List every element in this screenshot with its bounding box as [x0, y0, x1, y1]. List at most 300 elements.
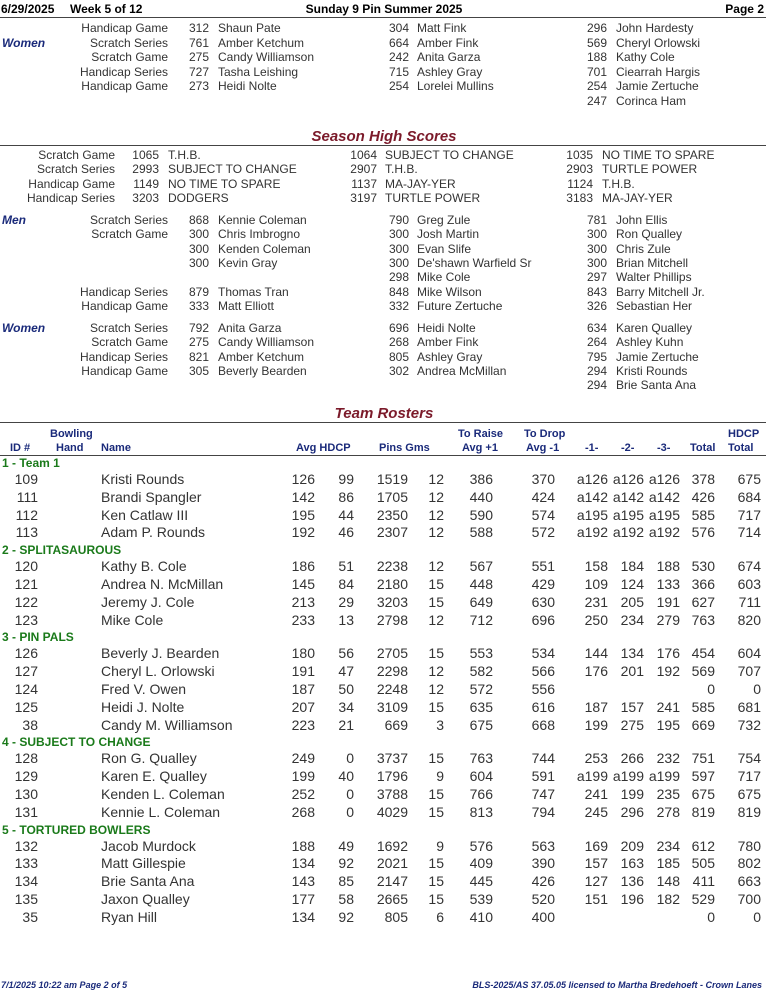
game-2: 199 — [620, 786, 644, 802]
to-drop: 556 — [531, 681, 555, 697]
to-raise: 649 — [469, 593, 493, 610]
bowler-name: Chris Imbrogno — [218, 227, 301, 242]
series-total: 366 — [691, 576, 715, 592]
score-value: 1124 — [567, 176, 593, 191]
game-3: a126 — [648, 471, 680, 487]
player-games: 12 — [428, 488, 444, 505]
player-id: 126 — [14, 645, 38, 662]
bowler-name: Evan Slife — [417, 241, 472, 256]
series-total: 585 — [691, 506, 715, 523]
player-avg: 145 — [291, 576, 315, 592]
game-3: a142 — [648, 488, 680, 505]
player-pins: 2307 — [376, 524, 408, 541]
col-game-1: -1- — [585, 442, 599, 454]
to-raise: 588 — [469, 524, 493, 541]
bowler-name: Brian Mitchell — [616, 255, 689, 270]
series-total: 669 — [691, 716, 715, 733]
player-name: Cheryl L. Orlowski — [101, 663, 215, 680]
player-hdcp: 13 — [338, 611, 354, 628]
bowler-name: Chris Zule — [616, 241, 671, 256]
player-games: 15 — [428, 873, 444, 890]
col-to-drop-2: Avg -1 — [526, 442, 560, 454]
series-total: 378 — [691, 471, 715, 487]
player-avg: 249 — [291, 750, 315, 767]
score-value: 843 — [586, 284, 607, 299]
hdcp-total: 684 — [737, 488, 761, 505]
week-label: Week 5 of 12 — [70, 2, 143, 16]
bowler-name: Ciearrah Hargis — [616, 64, 701, 79]
player-id: 125 — [14, 698, 38, 715]
score-category: Scratch Game — [91, 50, 168, 64]
player-pins: 1705 — [376, 488, 408, 505]
game-2: 136 — [620, 873, 644, 890]
bowler-name: Ashley Gray — [417, 349, 483, 364]
player-name: Heidi J. Nolte — [101, 698, 185, 715]
bowler-name: Beverly Bearden — [218, 363, 307, 378]
hdcp-total: 674 — [737, 558, 761, 575]
score-category: Handicap Game — [28, 176, 115, 191]
player-games: 15 — [428, 645, 444, 662]
score-value: 273 — [188, 79, 209, 93]
to-raise: 712 — [469, 611, 493, 628]
player-games: 9 — [436, 768, 444, 785]
score-category: Handicap Game — [81, 21, 168, 35]
score-value: 302 — [388, 363, 409, 378]
game-1: a126 — [576, 471, 608, 487]
col-to-drop: To Drop — [524, 428, 566, 440]
player-avg: 134 — [291, 855, 315, 872]
player-name: Kathy B. Cole — [101, 558, 187, 575]
bowler-name: Future Zertuche — [417, 298, 503, 313]
game-1: 127 — [584, 873, 608, 890]
series-total: 597 — [691, 768, 715, 785]
game-3: 278 — [656, 803, 680, 820]
player-games: 15 — [428, 803, 444, 820]
player-pins: 2350 — [376, 506, 408, 523]
score-category: Scratch Series — [89, 213, 168, 227]
score-value: 326 — [586, 298, 607, 313]
player-hdcp: 85 — [338, 873, 354, 890]
player-hdcp: 21 — [338, 716, 354, 733]
hdcp-total: 780 — [737, 837, 761, 854]
player-games: 15 — [428, 855, 444, 872]
columns-rule — [0, 455, 766, 456]
series-total: 426 — [691, 488, 715, 505]
score-value: 312 — [188, 21, 209, 35]
game-3: 195 — [656, 716, 680, 733]
player-games: 15 — [428, 576, 444, 592]
game-1: 245 — [584, 803, 608, 820]
player-hdcp: 58 — [338, 891, 354, 907]
player-hdcp: 46 — [338, 524, 354, 541]
player-pins: 2021 — [376, 855, 408, 872]
series-total: 576 — [691, 524, 715, 541]
player-games: 15 — [428, 750, 444, 767]
player-hdcp: 40 — [338, 768, 354, 785]
score-value: 305 — [188, 363, 209, 378]
player-id: 134 — [14, 873, 38, 890]
player-name: Ryan Hill — [101, 908, 158, 925]
score-value: 242 — [388, 50, 409, 64]
player-name: Candy M. Williamson — [101, 716, 233, 733]
game-3: 232 — [656, 750, 680, 767]
player-hdcp: 92 — [338, 908, 354, 925]
to-drop: 747 — [531, 786, 555, 802]
page-label: Page 2 — [725, 2, 764, 16]
to-drop: 744 — [531, 750, 555, 767]
score-value: 296 — [586, 21, 607, 35]
player-hdcp: 0 — [346, 803, 354, 820]
col-hdcp: HDCP — [728, 428, 760, 440]
bowler-name: Kevin Gray — [218, 255, 278, 270]
to-raise: 590 — [469, 506, 493, 523]
bowler-name: Kristi Rounds — [616, 363, 688, 378]
player-name: Jaxon Qualley — [101, 891, 190, 907]
hdcp-total: 717 — [737, 506, 761, 523]
player-avg: 143 — [291, 873, 315, 890]
player-id: 133 — [14, 855, 38, 872]
player-pins: 805 — [384, 908, 408, 925]
to-drop: 400 — [531, 908, 555, 925]
bowler-name: Greg Zule — [417, 213, 471, 227]
score-category: Handicap Series — [26, 190, 115, 205]
game-2: a199 — [612, 768, 644, 785]
game-1: a192 — [576, 524, 608, 541]
score-value: 3197 — [350, 190, 377, 205]
col-pins-gms: Pins Gms — [379, 442, 430, 454]
report-date: 6/29/2025 — [1, 2, 55, 16]
game-1: 250 — [584, 611, 608, 628]
player-name: Beverly J. Bearden — [101, 645, 220, 662]
game-2: 124 — [620, 576, 644, 592]
game-1: 176 — [584, 663, 608, 680]
player-pins: 3737 — [376, 750, 408, 767]
player-id: 132 — [14, 837, 38, 854]
game-3: a195 — [648, 506, 680, 523]
bowler-name: Mike Wilson — [417, 284, 482, 299]
game-3: 192 — [656, 663, 680, 680]
player-name: Kennie L. Coleman — [101, 803, 221, 820]
game-1: 151 — [584, 891, 608, 907]
score-category: Scratch Series — [89, 35, 168, 50]
game-3: 191 — [656, 593, 680, 610]
col-game-3: -3- — [657, 442, 671, 454]
player-id: 112 — [15, 506, 38, 523]
bowler-name: De'shawn Warfield Sr — [417, 255, 532, 270]
bowler-name: Sebastian Her — [616, 298, 693, 313]
hdcp-total: 820 — [737, 611, 761, 628]
game-1: a199 — [576, 768, 608, 785]
hdcp-total: 819 — [737, 803, 761, 820]
bowler-name: Karen Qualley — [616, 321, 693, 335]
game-1: 169 — [584, 837, 608, 854]
score-category: Handicap Series — [79, 284, 168, 299]
player-pins: 2238 — [376, 558, 408, 575]
to-drop: 370 — [531, 471, 555, 487]
score-value: 264 — [586, 335, 607, 350]
to-raise: 539 — [469, 891, 493, 907]
player-name: Matt Gillespie — [101, 855, 186, 872]
to-drop: 572 — [531, 524, 555, 541]
game-3: a199 — [648, 768, 680, 785]
score-value: 300 — [188, 227, 209, 242]
bowler-name: Kenden Coleman — [218, 241, 311, 256]
game-3: 185 — [656, 855, 680, 872]
player-avg: 252 — [291, 786, 315, 802]
player-pins: 669 — [384, 716, 408, 733]
score-value: 298 — [388, 270, 409, 285]
to-raise: 763 — [469, 750, 493, 767]
player-hdcp: 86 — [338, 488, 354, 505]
bowler-name: Matt Fink — [417, 21, 467, 35]
player-name: Karen E. Qualley — [101, 768, 207, 785]
bowler-name: Brie Santa Ana — [616, 378, 697, 393]
score-value: 2903 — [566, 162, 593, 177]
to-drop: 520 — [531, 891, 555, 907]
player-hdcp: 29 — [338, 593, 354, 610]
hdcp-total: 732 — [737, 716, 761, 733]
player-pins: 4029 — [376, 803, 408, 820]
player-games: 15 — [428, 786, 444, 802]
score-value: 569 — [586, 35, 607, 50]
game-3: 279 — [656, 611, 680, 628]
score-value: 247 — [586, 93, 607, 108]
col-hdcp-total: Total — [728, 442, 754, 454]
player-pins: 3788 — [376, 786, 408, 802]
score-category: Handicap Game — [81, 363, 168, 378]
to-raise: 635 — [469, 698, 493, 715]
score-value: 332 — [388, 298, 409, 313]
game-2: 205 — [620, 593, 644, 610]
player-avg: 186 — [291, 558, 315, 575]
player-games: 12 — [428, 471, 444, 487]
game-3: 234 — [656, 837, 680, 854]
hdcp-total: 675 — [737, 471, 761, 487]
bowler-name: Tasha Leishing — [218, 64, 299, 79]
to-drop: 616 — [531, 698, 555, 715]
to-drop: 534 — [531, 645, 555, 662]
bowler-name: Andrea McMillan — [417, 363, 507, 378]
player-id: 113 — [15, 524, 38, 541]
player-name: Ken Catlaw III — [101, 506, 189, 523]
game-2: 134 — [620, 645, 644, 662]
player-id: 120 — [14, 558, 38, 575]
game-3: 182 — [656, 891, 680, 907]
player-avg: 207 — [291, 698, 315, 715]
to-raise: 409 — [469, 855, 493, 872]
player-pins: 2665 — [376, 891, 408, 907]
hdcp-total: 0 — [753, 681, 761, 697]
score-value: 300 — [188, 241, 209, 256]
bowler-name: SUBJECT TO CHANGE — [385, 148, 514, 162]
score-value: 727 — [188, 64, 209, 79]
season-rule — [0, 145, 766, 146]
series-total: 0 — [707, 908, 715, 925]
team-name: 5 - TORTURED BOWLERS — [2, 822, 151, 837]
series-total: 585 — [691, 698, 715, 715]
player-avg: 223 — [291, 716, 315, 733]
category-label: Women — [2, 321, 46, 335]
player-games: 3 — [436, 716, 444, 733]
game-2: 184 — [620, 558, 644, 575]
bowler-name: Amber Fink — [417, 335, 479, 350]
player-pins: 1796 — [376, 768, 408, 785]
bowler-name: Barry Mitchell Jr. — [616, 284, 705, 299]
game-1: 158 — [584, 558, 608, 575]
score-category: Scratch Game — [91, 335, 168, 350]
hdcp-total: 603 — [737, 576, 761, 592]
series-total: 530 — [691, 558, 715, 575]
player-id: 111 — [16, 488, 38, 505]
bowler-name: Lorelei Mullins — [417, 79, 494, 93]
score-value: 294 — [586, 363, 607, 378]
bowler-name: Jamie Zertuche — [616, 79, 699, 93]
game-1: 109 — [584, 576, 608, 592]
season-title: Season High Scores — [311, 128, 457, 145]
bowler-name: Candy Williamson — [218, 50, 315, 64]
game-3: 235 — [656, 786, 680, 802]
player-id: 124 — [14, 681, 38, 697]
score-value: 805 — [388, 349, 409, 364]
score-value: 634 — [586, 321, 607, 335]
to-raise: 576 — [469, 837, 493, 854]
player-name: Brie Santa Ana — [101, 873, 195, 890]
series-total: 751 — [691, 750, 715, 767]
team-name: 4 - SUBJECT TO CHANGE — [2, 735, 151, 750]
game-1: 231 — [584, 593, 608, 610]
bowler-name: NO TIME TO SPARE — [602, 148, 715, 162]
series-total: 569 — [691, 663, 715, 680]
game-1: 187 — [584, 698, 608, 715]
to-raise: 582 — [469, 663, 493, 680]
player-hdcp: 0 — [346, 786, 354, 802]
bowler-name: Amber Ketchum — [218, 35, 305, 50]
bowler-name: Heidi Nolte — [417, 321, 476, 335]
col-hand: Hand — [56, 442, 84, 454]
player-hdcp: 92 — [338, 855, 354, 872]
bowler-name: Anita Garza — [417, 50, 481, 64]
score-value: 300 — [388, 227, 409, 242]
player-avg: 187 — [291, 681, 315, 697]
bowler-name: T.H.B. — [168, 148, 201, 162]
to-raise: 567 — [469, 558, 493, 575]
game-2: a192 — [612, 524, 644, 541]
score-category: Handicap Game — [81, 79, 168, 93]
bowler-name: Mike Cole — [417, 270, 471, 285]
series-total: 627 — [691, 593, 715, 610]
player-avg: 233 — [291, 611, 315, 628]
bowler-name: Kennie Coleman — [218, 213, 307, 227]
series-total: 763 — [691, 611, 715, 628]
col-to-raise-2: Avg +1 — [462, 442, 498, 454]
player-pins: 2147 — [376, 873, 408, 890]
player-games: 15 — [428, 891, 444, 907]
game-1: 199 — [584, 716, 608, 733]
game-2: 196 — [620, 891, 644, 907]
hdcp-total: 663 — [737, 873, 761, 890]
bowler-name: DODGERS — [168, 190, 229, 205]
bowler-name: Candy Williamson — [218, 335, 315, 350]
player-games: 12 — [428, 681, 444, 697]
player-id: 38 — [22, 716, 38, 733]
score-value: 701 — [586, 64, 607, 79]
col-bowling: Bowling — [50, 428, 93, 440]
game-3: 188 — [656, 558, 680, 575]
game-3: 241 — [656, 698, 680, 715]
score-value: 1064 — [350, 148, 377, 162]
score-value: 300 — [586, 227, 607, 242]
score-value: 275 — [188, 50, 209, 64]
score-category: Handicap Series — [79, 64, 168, 79]
to-raise: 553 — [469, 645, 493, 662]
player-games: 12 — [428, 506, 444, 523]
bowler-name: MA-JAY-YER — [385, 176, 456, 191]
bowler-name: Cheryl Orlowski — [616, 35, 701, 50]
bowler-name: Josh Martin — [417, 227, 480, 242]
player-pins: 1692 — [376, 837, 408, 854]
to-drop: 426 — [531, 873, 555, 890]
to-drop: 574 — [531, 506, 555, 523]
score-value: 304 — [388, 21, 409, 35]
player-name: Kristi Rounds — [101, 471, 185, 487]
hdcp-total: 0 — [753, 908, 761, 925]
series-total: 612 — [691, 837, 715, 854]
col-to-raise: To Raise — [458, 428, 504, 440]
game-2: 163 — [620, 855, 644, 872]
series-total: 454 — [691, 645, 715, 662]
player-hdcp: 56 — [338, 645, 354, 662]
to-raise: 445 — [469, 873, 493, 890]
bowler-name: Jamie Zertuche — [616, 349, 699, 364]
hdcp-total: 754 — [737, 750, 761, 767]
hdcp-total: 711 — [738, 593, 761, 610]
score-value: 3183 — [566, 190, 593, 205]
player-pins: 2705 — [376, 645, 408, 662]
hdcp-total: 604 — [737, 645, 761, 662]
series-total: 819 — [691, 803, 715, 820]
score-value: 275 — [188, 335, 209, 350]
category-label: Men — [2, 213, 26, 227]
header-rule — [0, 17, 766, 18]
col-name: Name — [101, 442, 131, 454]
score-value: 254 — [586, 79, 607, 93]
hdcp-total: 675 — [737, 786, 761, 802]
rosters-title: Team Rosters — [334, 405, 434, 422]
player-name: Jacob Murdock — [101, 837, 196, 854]
game-1: a195 — [576, 506, 608, 523]
player-id: 131 — [14, 803, 38, 820]
game-2: 209 — [620, 837, 644, 854]
series-total: 675 — [691, 786, 715, 802]
player-games: 12 — [428, 524, 444, 541]
to-drop: 630 — [531, 593, 555, 610]
player-avg: 180 — [291, 645, 315, 662]
player-id: 135 — [14, 891, 38, 907]
series-total: 0 — [707, 681, 715, 697]
score-category: Scratch Game — [91, 227, 168, 242]
player-games: 12 — [428, 611, 444, 628]
bowler-name: Shaun Pate — [218, 21, 281, 35]
player-pins: 3109 — [376, 698, 408, 715]
score-value: 664 — [388, 35, 409, 50]
player-id: 128 — [14, 750, 38, 767]
hdcp-total: 681 — [737, 698, 761, 715]
bowler-name: TURTLE POWER — [602, 162, 698, 177]
game-3: 133 — [656, 576, 680, 592]
col-id: ID # — [10, 442, 31, 454]
player-id: 129 — [14, 768, 38, 785]
player-avg: 199 — [291, 768, 315, 785]
